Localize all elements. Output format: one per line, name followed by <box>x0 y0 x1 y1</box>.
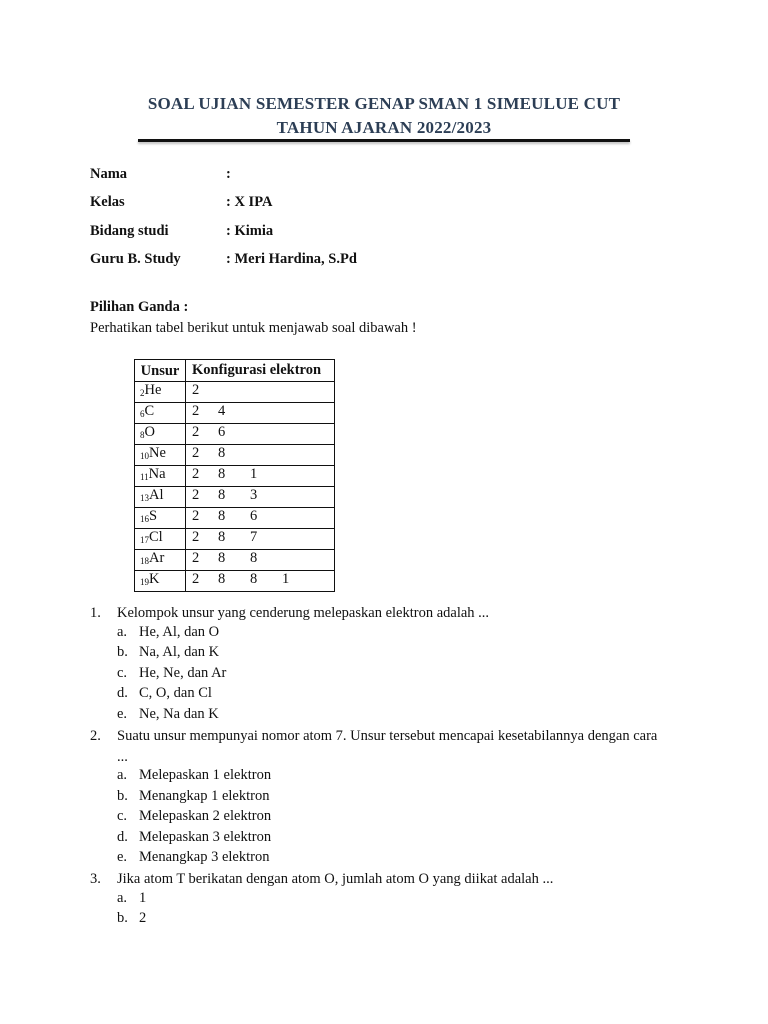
table-row <box>135 424 335 445</box>
element-symbol: S <box>149 508 158 524</box>
subject-value: : Kimia <box>226 223 274 239</box>
question-text: Suatu unsur mempunyai nomor atom 7. Unsur tersebut mencapai kesetabilannya dengan cara ... <box>117 728 658 765</box>
option-letter: e. <box>117 705 128 722</box>
option-text: 2 <box>139 910 147 926</box>
title-underline <box>138 139 630 142</box>
question-text: Jika atom T berikatan dengan atom O, jumlah atom O yang diikat adalah ... <box>117 871 554 887</box>
shell-electron-count: 4 <box>218 403 226 419</box>
option-letter: b. <box>117 787 128 804</box>
option-letter: b. <box>117 644 128 660</box>
atomic-number: 19 <box>140 577 149 587</box>
option-text: He, Al, dan O <box>139 623 220 640</box>
class-label: Kelas <box>90 194 125 210</box>
question-number: 1. <box>90 605 101 621</box>
electron-configuration-cell <box>186 382 335 403</box>
table-row <box>135 571 335 592</box>
option-text: C, O, dan Cl <box>139 685 212 701</box>
option-text: Ne, Na dan K <box>139 705 219 722</box>
option-letter: d. <box>117 828 128 845</box>
shell-electron-count: 8 <box>218 508 226 524</box>
shell-electron-count: 6 <box>218 424 226 440</box>
shell-electron-count: 2 <box>192 550 200 566</box>
shell-electron-count: 6 <box>250 508 258 524</box>
shell-electron-count: 2 <box>192 424 200 440</box>
option-letter: a. <box>117 889 128 906</box>
element-symbol: Cl <box>149 529 163 545</box>
table-body <box>135 382 335 592</box>
name-value: : <box>226 166 231 182</box>
exam-title: SOAL UJIAN SEMESTER GENAP SMAN 1 SIMEULUE CUT <box>147 94 621 113</box>
element-symbol: O <box>144 424 155 440</box>
table-row <box>135 403 335 424</box>
option-letter: b. <box>117 910 128 926</box>
element-symbol-cell <box>135 550 186 571</box>
table-row <box>135 382 335 403</box>
subject-label: Bidang studi <box>90 223 169 239</box>
section-title: Pilihan Ganda : <box>90 299 189 315</box>
shell-electron-count: 3 <box>250 487 258 503</box>
electron-configuration-cell <box>186 403 335 424</box>
option-text: Na, Al, dan K <box>139 644 220 660</box>
element-symbol-cell <box>135 403 186 424</box>
atomic-number: 17 <box>140 535 149 545</box>
shell-electron-count: 8 <box>250 571 258 587</box>
option-text: Melepaskan 2 elektron <box>139 808 272 824</box>
table-row <box>135 529 335 550</box>
question-number: 3. <box>90 871 101 887</box>
teacher-value: : Meri Hardina, S.Pd <box>226 251 357 267</box>
table-row <box>135 508 335 529</box>
header-unsur: Unsur <box>135 360 186 382</box>
shell-electron-count: 8 <box>218 445 226 461</box>
element-symbol: C <box>144 403 155 419</box>
option-text: He, Ne, dan Ar <box>139 664 227 681</box>
element-symbol: Na <box>148 466 166 482</box>
shell-electron-count: 2 <box>192 508 200 524</box>
teacher-label: Guru B. Study <box>90 251 181 267</box>
shell-electron-count: 2 <box>192 571 200 587</box>
option-letter: a. <box>117 767 128 783</box>
option-text: Melepaskan 1 elektron <box>139 767 272 783</box>
electron-configuration-cell <box>186 508 335 529</box>
option-text: Menangkap 1 elektron <box>139 787 270 804</box>
table-row <box>135 487 335 508</box>
shell-electron-count: 1 <box>250 466 258 482</box>
electron-configuration-table <box>134 359 335 592</box>
electron-configuration-cell <box>186 550 335 571</box>
instruction-text: Perhatikan tabel berikut untuk menjawab soal dibawah ! <box>90 320 417 336</box>
shell-electron-count: 8 <box>218 529 226 545</box>
option-letter: c. <box>117 808 128 824</box>
table-row <box>135 550 335 571</box>
option-letter: c. <box>117 664 128 681</box>
element-symbol: K <box>149 571 160 587</box>
option-text: Menangkap 3 elektron <box>139 849 270 865</box>
class-value: : X IPA <box>226 194 273 210</box>
element-symbol-cell <box>135 445 186 466</box>
electron-configuration-cell <box>186 571 335 592</box>
option-letter: e. <box>117 849 128 865</box>
academic-year-title: TAHUN AJARAN 2022/2023 <box>276 118 492 137</box>
atomic-number: 8 <box>140 430 145 440</box>
shell-electron-count: 8 <box>218 550 226 566</box>
atomic-number: 18 <box>140 556 149 566</box>
shell-electron-count: 2 <box>192 382 200 398</box>
element-symbol: Ne <box>149 445 166 461</box>
element-symbol-cell <box>135 424 186 445</box>
element-symbol: Ar <box>149 550 165 566</box>
option-letter: d. <box>117 685 128 701</box>
shell-electron-count: 2 <box>192 487 200 503</box>
atomic-number: 11 <box>140 472 149 482</box>
table-row <box>135 445 335 466</box>
atomic-number: 10 <box>140 451 149 461</box>
element-symbol-cell <box>135 571 186 592</box>
question-number: 2. <box>90 728 101 744</box>
element-symbol-cell <box>135 508 186 529</box>
option-letter: a. <box>117 623 128 640</box>
element-symbol: He <box>144 382 162 398</box>
header-konfigurasi: Konfigurasi elektron <box>186 360 335 382</box>
electron-configuration-cell <box>186 466 335 487</box>
electron-configuration-cell <box>186 445 335 466</box>
shell-electron-count: 8 <box>218 466 226 482</box>
table-header-row <box>135 360 335 382</box>
shell-electron-count: 8 <box>218 571 226 587</box>
shell-electron-count: 2 <box>192 466 200 482</box>
atomic-number: 6 <box>140 409 145 419</box>
electron-configuration-cell <box>186 487 335 508</box>
option-text: Melepaskan 3 elektron <box>139 828 272 845</box>
shell-electron-count: 2 <box>192 403 200 419</box>
atomic-number: 2 <box>140 388 145 398</box>
electron-configuration-cell <box>186 529 335 550</box>
element-symbol: Al <box>149 487 164 503</box>
shell-electron-count: 2 <box>192 445 200 461</box>
electron-configuration-cell <box>186 424 335 445</box>
element-symbol-cell <box>135 487 186 508</box>
name-label: Nama <box>90 166 128 182</box>
atomic-number: 13 <box>140 493 149 503</box>
element-symbol-cell <box>135 529 186 550</box>
element-symbol-cell <box>135 382 186 403</box>
shell-electron-count: 2 <box>192 529 200 545</box>
atomic-number: 16 <box>140 514 149 524</box>
shell-electron-count: 8 <box>250 550 258 566</box>
option-text: 1 <box>139 889 147 906</box>
shell-electron-count: 7 <box>250 529 258 545</box>
element-symbol-cell <box>135 466 186 487</box>
shell-electron-count: 8 <box>218 487 226 503</box>
question-text: Kelompok unsur yang cenderung melepaskan elektron adalah ... <box>117 605 490 621</box>
table-row <box>135 466 335 487</box>
shell-electron-count: 1 <box>282 571 290 587</box>
